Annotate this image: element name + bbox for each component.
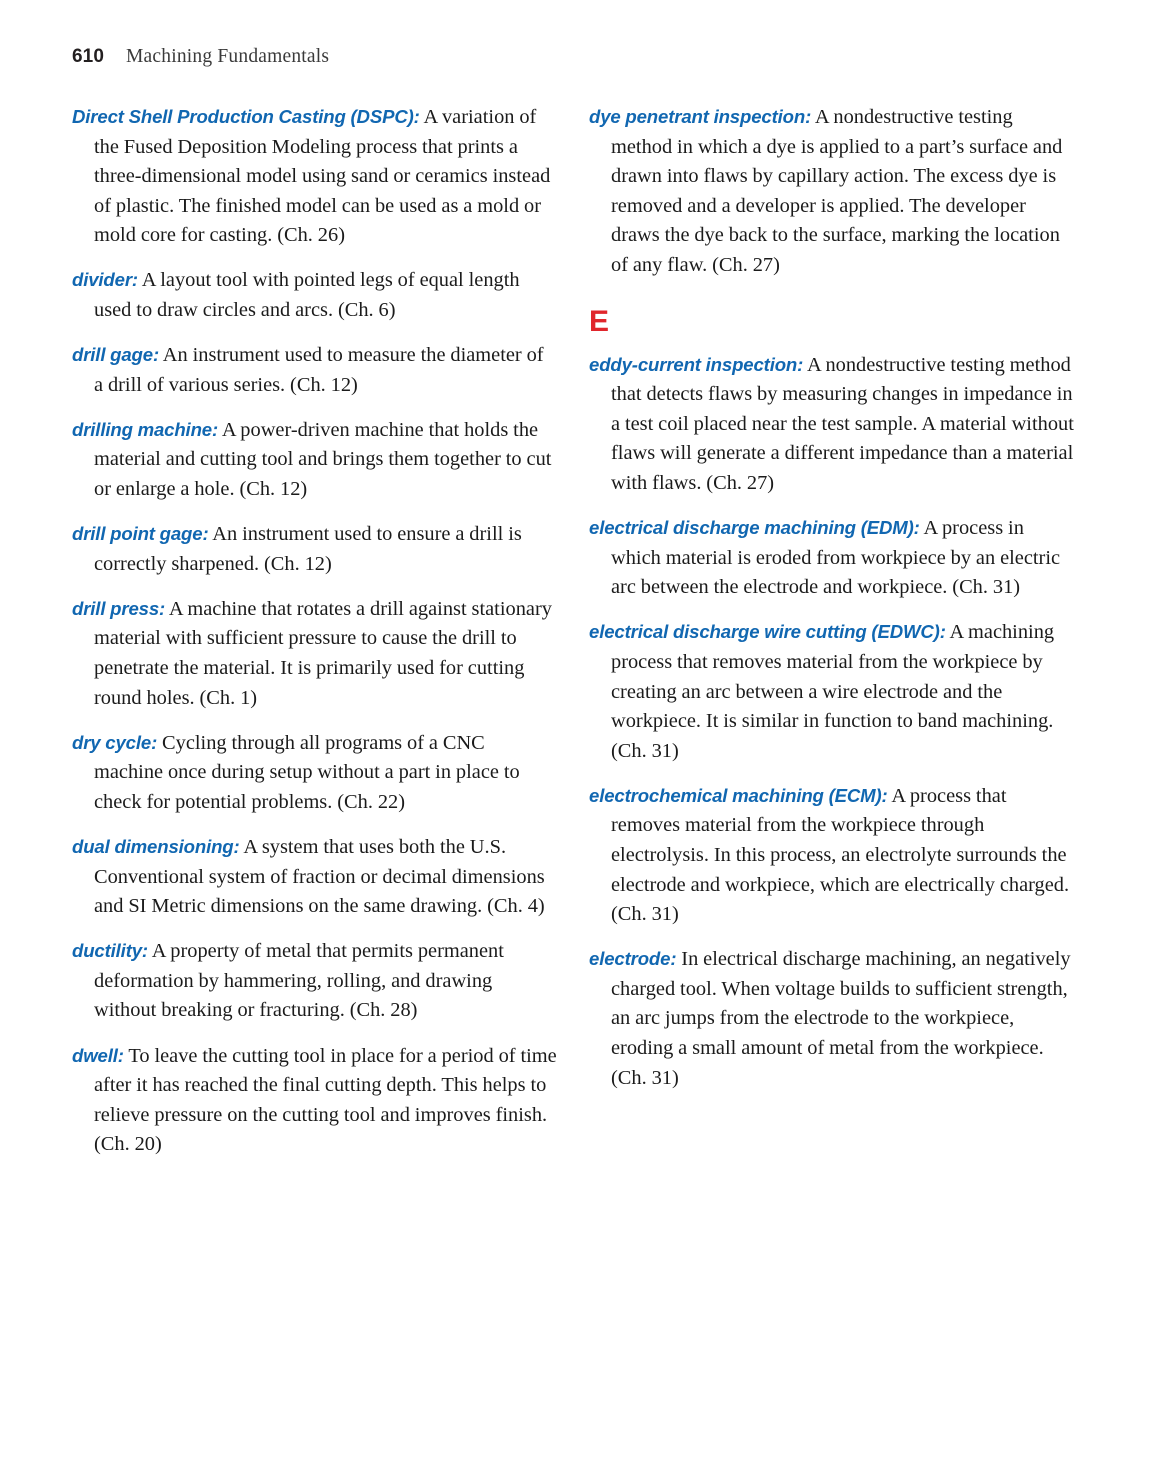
glossary-term: dual dimensioning: (72, 835, 240, 857)
glossary-entry (589, 781, 1074, 930)
left-column (72, 102, 557, 1174)
glossary-entry (589, 513, 1074, 603)
glossary-term: ductility: (72, 940, 148, 962)
glossary-definition: A layout tool with pointed legs of equal length used to draw circles and arcs. (Ch. 6) (94, 269, 520, 322)
glossary-entry (72, 102, 557, 251)
glossary-definition: A machining process that removes material from the workpiece by creating an arc between a wire electrode and the workpiece. It is similar in function to band machining. (Ch. 31) (611, 621, 1055, 762)
glossary-definition: A variation of the Fused Deposition Modeling process that prints a three-dimensional model using sand or ceramics instead of plastic. The finished model can be used as a mold or mold core for casting. (Ch. 26) (94, 106, 551, 247)
running-header (72, 46, 1084, 80)
glossary-definition: A property of metal that permits permanent deformation by hammering, rolling, and drawing without breaking or fracturing. (Ch. 28) (94, 940, 504, 1022)
glossary-entry (589, 102, 1074, 281)
glossary-entry (72, 519, 557, 579)
glossary-definition: A power-driven machine that holds the material and cutting tool and brings them together to cut or enlarge a hole. (Ch. 12) (94, 418, 552, 501)
glossary-term: Direct Shell Production Casting (DSPC): (72, 106, 420, 127)
glossary-definition: An instrument used to ensure a drill is correctly sharpened. (Ch. 12) (94, 523, 522, 575)
glossary-definition: A process that removes material from the workpiece through electrolysis. In this process, an electrolyte surrounds the electrode and workpiece, which are electrically charged. (Ch. 31) (611, 784, 1070, 926)
glossary-term: dye penetrant inspection: (589, 106, 812, 127)
glossary-term: electrical discharge wire cutting (EDWC): (589, 621, 946, 643)
glossary-definition: A process in which material is eroded from workpiece by an electric arc between the electrode and workpiece. (Ch. 31) (611, 517, 1061, 599)
glossary-definition: To leave the cutting tool in place for a period of time after it has reached the final cutting depth. This helps to relieve pressure on the cutting tool and improves finish. (Ch. 20) (94, 1044, 557, 1156)
two-column-body (72, 102, 1084, 1174)
glossary-term: drill point gage: (72, 523, 209, 545)
glossary-definition: An instrument used to measure the diameter of a drill of various series. (Ch. 12) (94, 344, 544, 396)
glossary-term: electrochemical machining (ECM): (589, 784, 888, 806)
glossary-term: eddy-current inspection: (589, 353, 804, 375)
glossary-definition: In electrical discharge machining, an negatively charged tool. When voltage builds to sufficient strength, an arc jumps from the electrode to the workpiece, eroding a small amount of metal from the workpiece. (Ch. 31) (611, 948, 1071, 1089)
glossary-entry (72, 936, 557, 1026)
book-title: Machining Fundamentals (126, 46, 330, 67)
letter-section-heading: E (589, 304, 609, 338)
glossary-term: drilling machine: (72, 418, 219, 440)
glossary-term: drill press: (72, 597, 166, 619)
glossary-entry (589, 617, 1074, 766)
glossary-term: dwell: (72, 1044, 124, 1066)
glossary-term: electrical discharge machining (EDM): (589, 517, 920, 539)
glossary-term: drill gage: (72, 344, 159, 366)
glossary-entry (72, 728, 557, 818)
glossary-entry (72, 1041, 557, 1160)
glossary-entry (72, 340, 557, 400)
glossary-term: electrode: (589, 948, 677, 970)
glossary-entry (72, 415, 557, 505)
right-column (589, 102, 1074, 1108)
glossary-definition: A nondestructive testing method in which a dye is applied to a part’s surface and drawn into flaws by capillary action. The excess dye is removed and a developer is applied. The developer draws the dye back to the surface, marking the location of any flaw. (Ch. 27) (611, 106, 1063, 276)
page-number: 610 (72, 46, 105, 67)
glossary-entry (589, 350, 1074, 499)
glossary-definition: A nondestructive testing method that detects flaws by measuring changes in impedance in a test coil placed near the test sample. A material without flaws will generate a different impedance than a material with flaws. (Ch. 27) (611, 353, 1074, 494)
glossary-definition: A system that uses both the U.S. Conventional system of fraction or decimal dimensions and SI Metric dimensions on the same drawing. (Ch. 4) (94, 835, 545, 918)
glossary-entry (72, 832, 557, 922)
glossary-definition: Cycling through all programs of a CNC machine once during setup without a part in place to check for potential problems. (Ch. 22) (94, 731, 520, 813)
glossary-entry (589, 944, 1074, 1093)
glossary-definition: A machine that rotates a drill against stationary material with sufficient pressure to cause the drill to penetrate the material. It is primarily used for cutting round holes. (Ch. 1) (94, 597, 552, 709)
glossary-entry (72, 265, 557, 325)
glossary-term: dry cycle: (72, 731, 158, 753)
glossary-term: divider: (72, 269, 138, 291)
glossary-entry (72, 594, 557, 713)
